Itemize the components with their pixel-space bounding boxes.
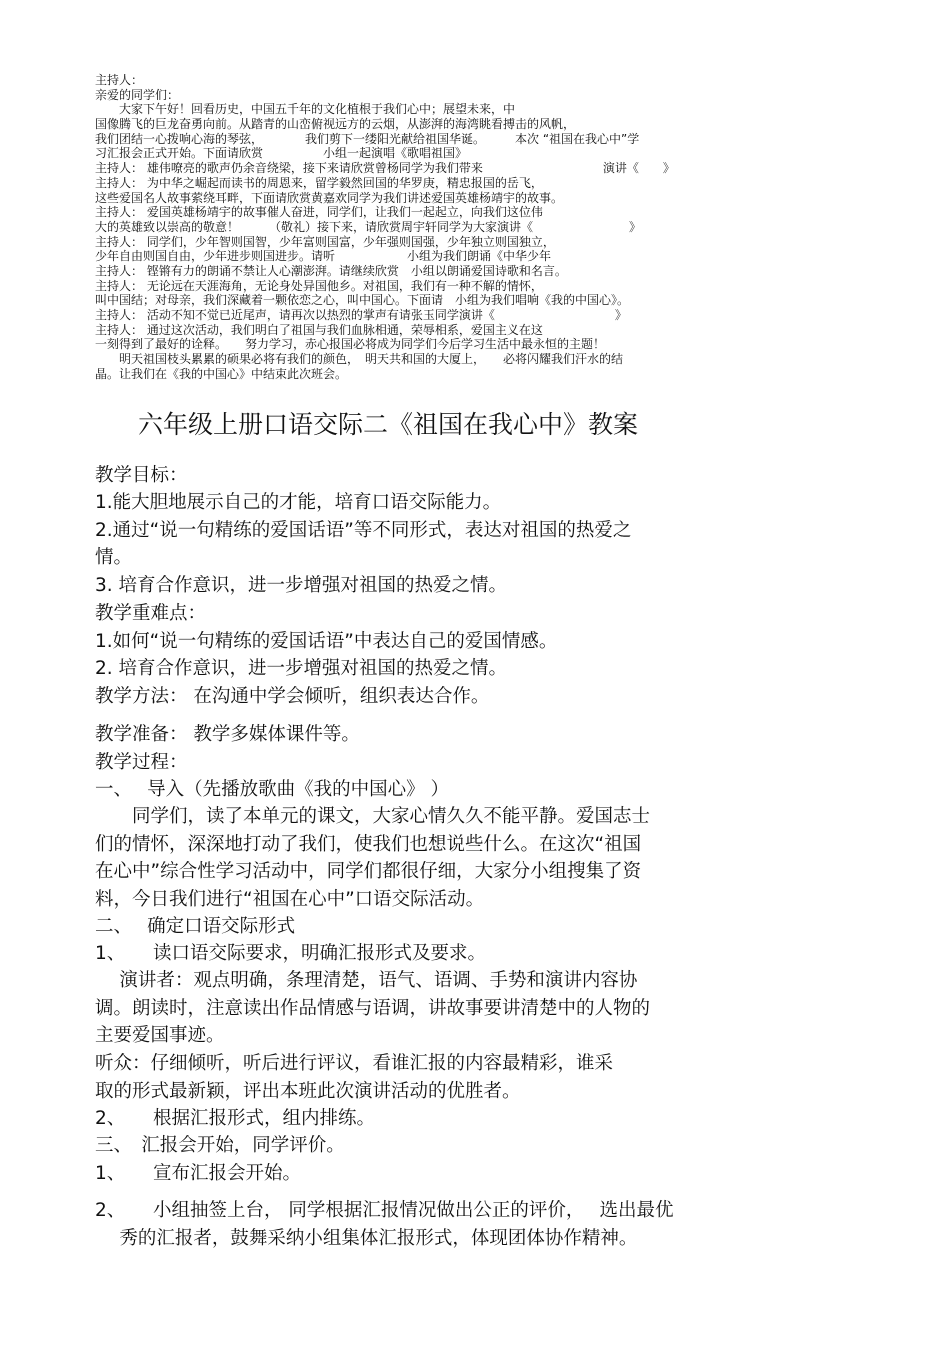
script-line: 一刻得到了最好的诠释。 努力学习，赤心报国必将成为同学们今后学习生活中最永恒的主题！ xyxy=(95,337,606,352)
script-line: 主持人： 雄伟嘹亮的歌声仍余音绕梁，接下来请欣赏曾杨同学为我们带来 演讲《 》 xyxy=(95,161,675,176)
script-line: 主持人： 为中华之崛起而读书的周恩来，留学毅然回国的华罗庚，精忠报国的岳飞， xyxy=(95,175,543,190)
body-line: 2、 小组抽签上台， 同学根据汇报情况做出公正的评价， 选出最优 xyxy=(95,1200,674,1221)
script-line: 大家下午好！回看历史，中国五千年的文化植根于我们心中；展望未来，中 xyxy=(95,102,516,117)
script-line: 亲爱的同学们： xyxy=(95,87,180,102)
script-line: 大的英雄致以崇高的敬意！ （敬礼）接下来，请欣赏周宇轩同学为大家演讲《 》 xyxy=(95,219,642,234)
body-line: 秀的汇报者，鼓舞采纳小组集体汇报形式，体现团体协作精神。 xyxy=(95,1228,638,1249)
script-line: 主持人： 爱国英雄杨靖宇的故事催人奋进，同学们，让我们一起起立，向我们这位伟 xyxy=(95,205,543,220)
body-line: 教学目标： xyxy=(95,465,188,486)
body-line: 听众：仔细倾听，听后进行评议，看谁汇报的内容最精彩，谁采 xyxy=(95,1053,614,1074)
script-line: 主持人： 活动不知不觉已近尾声，请再次以热烈的掌声有请张玉同学演讲《 》 xyxy=(95,308,627,322)
body-line: 1、 读口语交际要求，明确汇报形式及要求。 xyxy=(95,943,487,964)
document-title: 六年级上册口语交际二《祖国在我心中》教案 xyxy=(138,410,639,439)
body-line: 教学重难点： xyxy=(95,603,207,624)
body-line: 2.通过“说一句精练的爱国话语”等不同形式，表达对祖国的热爱之 xyxy=(95,520,632,541)
body-line: 教学过程： xyxy=(95,752,188,773)
script-line: 主持人： 铿锵有力的朗诵不禁让人心潮澎湃。请继续欣赏 小组以朗诵爱国诗歌和名言。 xyxy=(95,263,567,278)
body-line: 取的形式最新颖，评出本班此次演讲活动的优胜者。 xyxy=(95,1081,521,1102)
body-line: 在心中”综合性学习活动中，同学们都很仔细，大家分小组搜集了资 xyxy=(95,861,642,882)
body-line: 一、 导入（先播放歌曲《我的中国心》 ） xyxy=(95,779,450,800)
body-line: 1.如何“说一句精练的爱国话语”中表达自己的爱国情感。 xyxy=(95,631,558,652)
body-line: 2. 培育合作意识，进一步增强对祖国的热爱之情。 xyxy=(95,658,508,679)
body-line: 3. 培育合作意识，进一步增强对祖国的热爱之情。 xyxy=(95,575,508,596)
script-line: 晶。让我们在《我的中国心》中结束此次班会。 xyxy=(95,366,348,381)
script-line: 主持人： 通过这次活动，我们明白了祖国与我们血脉相通，荣辱相系，爱国主义在这 xyxy=(95,322,543,337)
script-line: 主持人： 同学们，少年智则国智，少年富则国富，少年强则国强，少年独立则国独立， xyxy=(95,234,555,249)
script-line: 我们团结一心拨响心海的琴弦， 我们剪下一缕阳光献给祖国华诞。 本次 “祖国在我心中”学 xyxy=(95,131,640,146)
body-line: 教学准备： 教学多媒体课件等。 xyxy=(95,724,360,745)
body-line: 们的情怀，深深地打动了我们，使我们也想说些什么。在这次“祖国 xyxy=(95,834,642,855)
script-line: 主持人： 无论远在天涯海角，无论身处异国他乡。对祖国，我们有一种不解的情怀， xyxy=(95,278,543,293)
body-line: 1、 宣布汇报会开始。 xyxy=(95,1163,302,1184)
body-line: 演讲者：观点明确，条理清楚，语气、语调、手势和演讲内容协 xyxy=(95,970,638,991)
body-line: 二、 确定口语交际形式 xyxy=(95,916,296,937)
body-line: 调。朗读时，注意读出作品情感与语调，讲故事要讲清楚中的人物的 xyxy=(95,998,651,1019)
body-line: 1.能大胆地展示自己的才能，培育口语交际能力。 xyxy=(95,492,502,513)
body-line: 2、 根据汇报形式，组内排练。 xyxy=(95,1108,376,1129)
script-line: 习汇报会正式开始。下面请欣赏 小组一起演唱《歌唱祖国》 xyxy=(95,146,468,161)
script-line: 少年自由则国自由，少年进步则国进步。请听 小组为我们朗诵《中华少年 xyxy=(95,249,552,264)
script-line: 叫中国结；对母亲，我们深藏着一颗依恋之心，叫中国心。下面请 小组为我们唱响《我的中国心》。 xyxy=(95,293,630,308)
body-line: 三、 汇报会开始，同学评价。 xyxy=(95,1135,345,1156)
host-script xyxy=(95,73,755,381)
script-line: 这些爱国名人故事萦绕耳畔，下面请欣赏黄嘉欢同学为我们讲述爱国英雄杨靖宇的故事。 xyxy=(95,190,564,205)
body-line: 主要爱国事迹。 xyxy=(95,1025,225,1046)
body-line: 同学们，读了本单元的课文，大家心情久久不能平静。爱国志士 xyxy=(95,806,651,827)
script-line: 主持人： xyxy=(95,73,144,87)
script-line: 明天祖国枝头累累的硕果必将有我们的颜色， 明天共和国的大厦上， 必将闪耀我们汗水的结 xyxy=(95,352,624,367)
body-line: 料，今日我们进行“祖国在心中”口语交际活动。 xyxy=(95,889,485,910)
body-line: 教学方法： 在沟通中学会倾听，组织表达合作。 xyxy=(95,686,490,707)
body-line: 情。 xyxy=(95,547,133,568)
script-line: 国像腾飞的巨龙奋勇向前。从踏青的山峦俯视远方的云烟，从澎湃的海湾眺看搏击的风帆， xyxy=(95,117,576,132)
